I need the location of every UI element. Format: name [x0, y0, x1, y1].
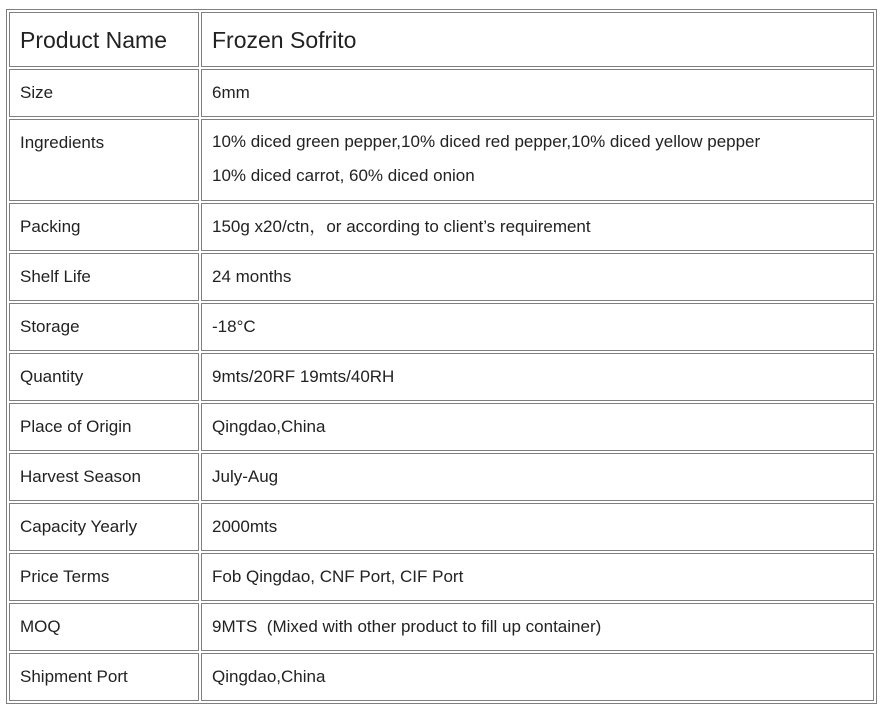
- row-label: Packing: [9, 203, 199, 251]
- table-row-price-terms: [9, 553, 874, 601]
- table-row-quantity: [9, 353, 874, 401]
- row-label: Storage: [9, 303, 199, 351]
- row-value: [201, 119, 874, 201]
- row-label: Shelf Life: [9, 253, 199, 301]
- row-value: 2000mts: [201, 503, 874, 551]
- table-row-size: [9, 69, 874, 117]
- row-value: Qingdao,China: [201, 653, 874, 701]
- table-row-ingredients: [9, 119, 874, 201]
- row-value: Frozen Sofrito: [201, 12, 874, 67]
- table-row-moq: [9, 603, 874, 651]
- table-row-product-name: [9, 12, 874, 67]
- row-label: MOQ: [9, 603, 199, 651]
- ingredients-line: 10% diced green pepper,10% diced red pepper,10% diced yellow pepper: [212, 132, 761, 151]
- row-label: Quantity: [9, 353, 199, 401]
- row-value: 150g x20/ctn，or according to client’s requirement: [201, 203, 874, 251]
- row-label: Ingredients: [9, 119, 199, 201]
- row-label: Product Name: [9, 12, 199, 67]
- ingredients-line: 10% diced carrot, 60% diced onion: [212, 166, 475, 185]
- product-spec-table: [6, 9, 877, 704]
- row-label: Place of Origin: [9, 403, 199, 451]
- row-value: 24 months: [201, 253, 874, 301]
- row-value: 9MTS (Mixed with other product to fill up container): [201, 603, 874, 651]
- table-row-place-of-origin: [9, 403, 874, 451]
- table-row-capacity-yearly: [9, 503, 874, 551]
- table-row-shipment-port: [9, 653, 874, 701]
- row-value: 9mts/20RF 19mts/40RH: [201, 353, 874, 401]
- row-value: Fob Qingdao, CNF Port, CIF Port: [201, 553, 874, 601]
- table-row-packing: [9, 203, 874, 251]
- row-label: Price Terms: [9, 553, 199, 601]
- row-value: July-Aug: [201, 453, 874, 501]
- table-row-harvest-season: [9, 453, 874, 501]
- row-value: -18°C: [201, 303, 874, 351]
- row-label: Capacity Yearly: [9, 503, 199, 551]
- row-label: Size: [9, 69, 199, 117]
- row-value: Qingdao,China: [201, 403, 874, 451]
- row-label: Harvest Season: [9, 453, 199, 501]
- row-label: Shipment Port: [9, 653, 199, 701]
- table-row-shelf-life: [9, 253, 874, 301]
- table-row-storage: [9, 303, 874, 351]
- row-value: 6mm: [201, 69, 874, 117]
